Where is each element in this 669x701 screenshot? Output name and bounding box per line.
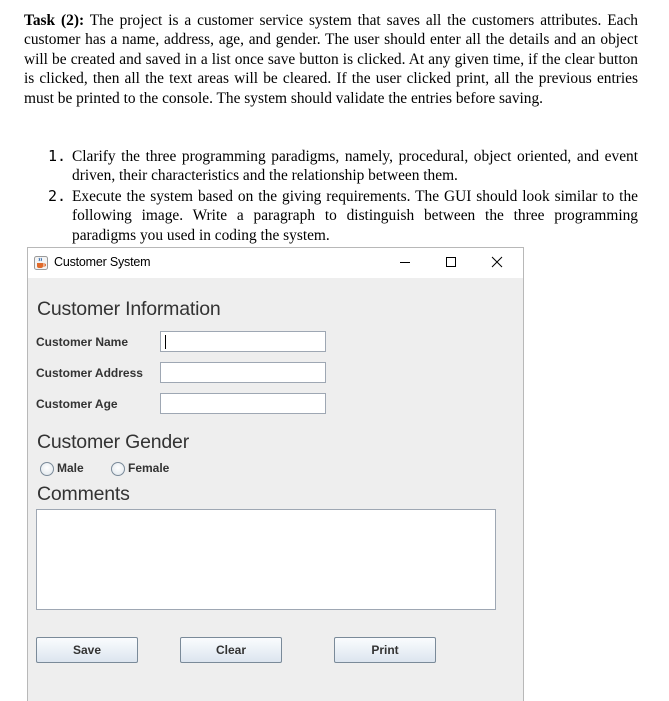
- close-icon: [491, 256, 503, 268]
- maximize-button[interactable]: [429, 250, 475, 276]
- customer-system-window: [27, 247, 524, 701]
- customer-age-input[interactable]: [160, 393, 326, 414]
- gender-option-label: Male: [57, 461, 84, 475]
- close-button[interactable]: [475, 250, 521, 276]
- comments-heading: Comments: [37, 483, 130, 505]
- radio-button-icon: [111, 462, 125, 476]
- window-title: Customer System: [54, 255, 151, 269]
- customer-age-label: Customer Age: [36, 397, 118, 411]
- java-cup-icon: [34, 256, 48, 270]
- minimize-button[interactable]: [383, 250, 429, 276]
- customer-address-input[interactable]: [160, 362, 326, 383]
- save-button[interactable]: Save: [36, 637, 138, 663]
- question-number: 2.: [48, 186, 67, 205]
- question-text: Execute the system based on the giving requirements. The GUI should look similar to the following image. Write a paragraph to distinguish between the three programming paradigms you used in coding the system.: [72, 187, 638, 244]
- question-item: [48, 147, 638, 186]
- customer-gender-heading: Customer Gender: [37, 431, 189, 453]
- customer-address-label: Customer Address: [36, 366, 143, 380]
- question-number: 1.: [48, 147, 67, 165]
- customer-name-label: Customer Name: [36, 335, 129, 349]
- customer-information-heading: Customer Information: [37, 298, 221, 320]
- minimize-icon: [399, 256, 411, 268]
- question-list: [48, 147, 638, 246]
- question-text: Clarify the three programming paradigms, namely, procedural, object oriented, and event driven, their characteristics and the relationship between them.: [72, 148, 638, 185]
- gender-option-label: Female: [128, 461, 170, 475]
- clear-button[interactable]: Clear: [180, 637, 282, 663]
- customer-name-input[interactable]: [160, 331, 326, 352]
- task-label: Task (2):: [24, 12, 85, 29]
- maximize-icon: [445, 256, 457, 268]
- question-item: [48, 187, 638, 245]
- task-description: [24, 11, 638, 108]
- text-caret: [165, 335, 166, 349]
- comments-textarea[interactable]: [36, 509, 496, 610]
- radio-button-icon: [40, 462, 54, 476]
- print-button[interactable]: Print: [334, 637, 436, 663]
- window-titlebar[interactable]: [28, 248, 523, 278]
- task-text: The project is a customer service system that saves all the customers attributes. Each customer has a name, address, age, and gender. The user should enter all the details and an object will be created and saved in a list once save button is clicked. At any given time, if the clear button is clicked, then all the text areas will be cleared. If the user clicked print, all the previous entries must be printed to the console. The system should validate the entries before saving.: [24, 12, 638, 107]
